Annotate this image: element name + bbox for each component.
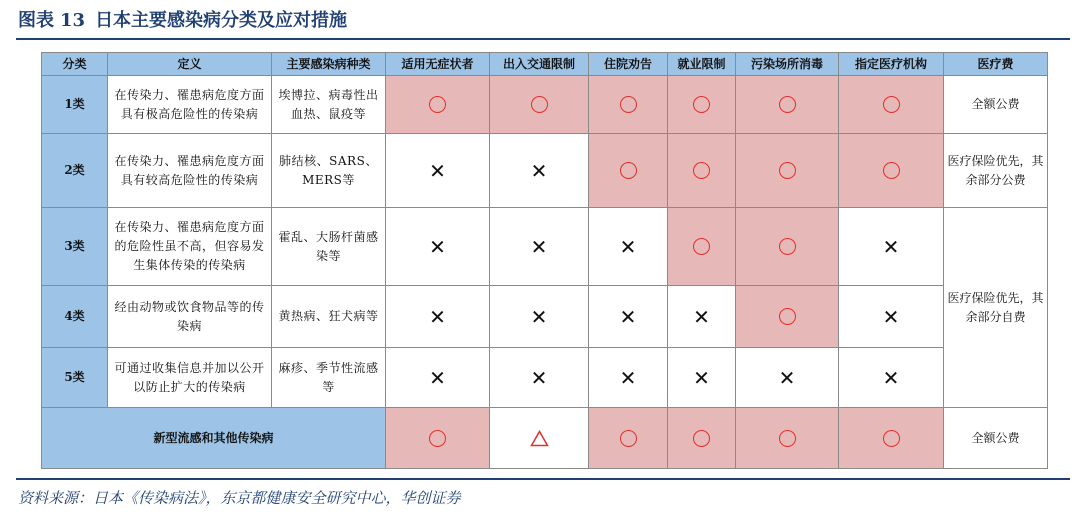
table-row-new-influenza — [42, 408, 1048, 469]
class-cell: 5类 — [42, 348, 108, 408]
measure-cell — [736, 408, 839, 469]
cross-mark-icon: ✕ — [693, 365, 710, 390]
circle-mark-icon — [531, 96, 548, 113]
circle-mark-icon — [429, 96, 446, 113]
source-note: 资料来源：日本《传染病法》，东京都健康安全研究中心，华创证券 — [18, 489, 461, 507]
circle-mark-icon — [429, 430, 446, 447]
figure-caption: 日本主要感染病分类及应对措施 — [95, 10, 348, 31]
measure-cell — [589, 134, 668, 208]
header-cell: 定义 — [108, 53, 272, 76]
measure-cell — [386, 134, 490, 208]
measure-cell — [839, 408, 944, 469]
class-cell: 3类 — [42, 208, 108, 286]
header-cell: 就业限制 — [668, 53, 736, 76]
cross-mark-icon: ✕ — [882, 304, 900, 329]
measure-cell — [668, 348, 736, 408]
diseases-cell: 霍乱、大肠杆菌感染等 — [272, 208, 386, 286]
measure-cell — [736, 286, 839, 348]
fee-cell: 医疗保险优先，其余部分自费 — [944, 208, 1048, 408]
measure-cell — [736, 76, 839, 134]
measure-cell — [589, 76, 668, 134]
circle-mark-icon — [620, 430, 637, 447]
measure-cell — [490, 348, 589, 408]
table-row — [42, 348, 1048, 408]
cross-mark-icon: ✕ — [429, 365, 446, 390]
cross-mark-icon: ✕ — [530, 158, 548, 183]
cross-mark-icon: ✕ — [693, 304, 710, 329]
circle-mark-icon — [620, 162, 637, 179]
definition-cell: 在传染力、罹患病危度方面具有较高危险性的传染病 — [108, 134, 272, 208]
measure-cell — [736, 134, 839, 208]
measure-cell — [490, 134, 589, 208]
circle-mark-icon — [883, 96, 900, 113]
diseases-cell: 埃博拉、病毒性出血热、鼠疫等 — [272, 76, 386, 134]
header-cell: 污染场所消毒 — [736, 53, 839, 76]
new-influenza-label: 新型流感和其他传染病 — [42, 408, 386, 469]
circle-mark-icon — [620, 96, 637, 113]
definition-cell: 在传染力、罹患病危度方面具有极高危险性的传染病 — [108, 76, 272, 134]
measure-cell — [589, 348, 668, 408]
fee-cell: 全额公费 — [944, 76, 1048, 134]
cross-mark-icon: ✕ — [530, 304, 548, 329]
bottom-rule — [16, 478, 1070, 480]
measure-cell — [668, 286, 736, 348]
measure-cell — [386, 208, 490, 286]
figure-label: 图表 — [18, 10, 54, 31]
header-cell: 分类 — [42, 53, 108, 76]
measure-cell — [839, 76, 944, 134]
cross-mark-icon: ✕ — [882, 365, 900, 390]
measure-cell — [736, 348, 839, 408]
table-row — [42, 286, 1048, 348]
measure-cell — [386, 76, 490, 134]
header-cell: 主要感染病种类 — [272, 53, 386, 76]
cross-mark-icon: ✕ — [619, 304, 637, 329]
circle-mark-icon — [883, 430, 900, 447]
fee-cell: 全额公费 — [944, 408, 1048, 469]
header-cell: 住院劝告 — [589, 53, 668, 76]
cross-mark-icon: ✕ — [530, 365, 548, 390]
circle-mark-icon — [693, 96, 710, 113]
definition-cell: 经由动物或饮食物品等的传染病 — [108, 286, 272, 348]
header-row — [42, 53, 1048, 76]
cross-mark-icon: ✕ — [619, 234, 637, 259]
measure-cell — [839, 134, 944, 208]
measure-cell — [490, 76, 589, 134]
circle-mark-icon — [779, 96, 796, 113]
class-cell: 1类 — [42, 76, 108, 134]
measure-cell — [668, 76, 736, 134]
measure-cell — [668, 408, 736, 469]
measure-cell — [386, 348, 490, 408]
circle-mark-icon — [693, 238, 710, 255]
class-cell: 2类 — [42, 134, 108, 208]
measure-cell — [839, 286, 944, 348]
cross-mark-icon: ✕ — [429, 304, 446, 329]
cross-mark-icon: ✕ — [429, 158, 446, 183]
header-cell: 指定医疗机构 — [839, 53, 944, 76]
figure-title — [18, 6, 347, 32]
measure-cell — [589, 208, 668, 286]
table-row — [42, 208, 1048, 286]
measure-cell — [839, 348, 944, 408]
cross-mark-icon: ✕ — [778, 365, 796, 390]
circle-mark-icon — [883, 162, 900, 179]
measure-cell — [668, 134, 736, 208]
definition-cell: 可通过收集信息并加以公开以防止扩大的传染病 — [108, 348, 272, 408]
circle-mark-icon — [779, 308, 796, 325]
measure-cell — [839, 208, 944, 286]
circle-mark-icon — [779, 238, 796, 255]
cross-mark-icon: ✕ — [429, 234, 446, 259]
circle-mark-icon — [693, 430, 710, 447]
measure-cell — [589, 286, 668, 348]
cross-mark-icon: ✕ — [619, 365, 637, 390]
measure-cell — [386, 408, 490, 469]
diseases-cell: 肺结核、SARS、MERS等 — [272, 134, 386, 208]
header-cell: 医疗费 — [944, 53, 1048, 76]
header-cell: 适用无症状者 — [386, 53, 490, 76]
header-cell: 出入交通限制 — [490, 53, 589, 76]
class-cell: 4类 — [42, 286, 108, 348]
triangle-mark-icon — [530, 430, 549, 447]
measure-cell — [490, 286, 589, 348]
measure-cell — [668, 208, 736, 286]
disease-classification-table — [41, 52, 1048, 469]
table-row — [42, 76, 1048, 134]
fee-cell: 医疗保险优先，其余部分公费 — [944, 134, 1048, 208]
circle-mark-icon — [779, 162, 796, 179]
measure-cell — [490, 408, 589, 469]
diseases-cell: 黄热病、狂犬病等 — [272, 286, 386, 348]
definition-cell: 在传染力、罹患病危度方面的危险性虽不高，但容易发生集体传染的传染病 — [108, 208, 272, 286]
circle-mark-icon — [779, 430, 796, 447]
measure-cell — [589, 408, 668, 469]
top-rule — [16, 38, 1070, 40]
circle-mark-icon — [693, 162, 710, 179]
cross-mark-icon: ✕ — [882, 234, 900, 259]
diseases-cell: 麻疹、季节性流感等 — [272, 348, 386, 408]
figure-number: 13 — [60, 10, 86, 31]
measure-cell — [490, 208, 589, 286]
table-row — [42, 134, 1048, 208]
measure-cell — [736, 208, 839, 286]
cross-mark-icon: ✕ — [530, 234, 548, 259]
measure-cell — [386, 286, 490, 348]
